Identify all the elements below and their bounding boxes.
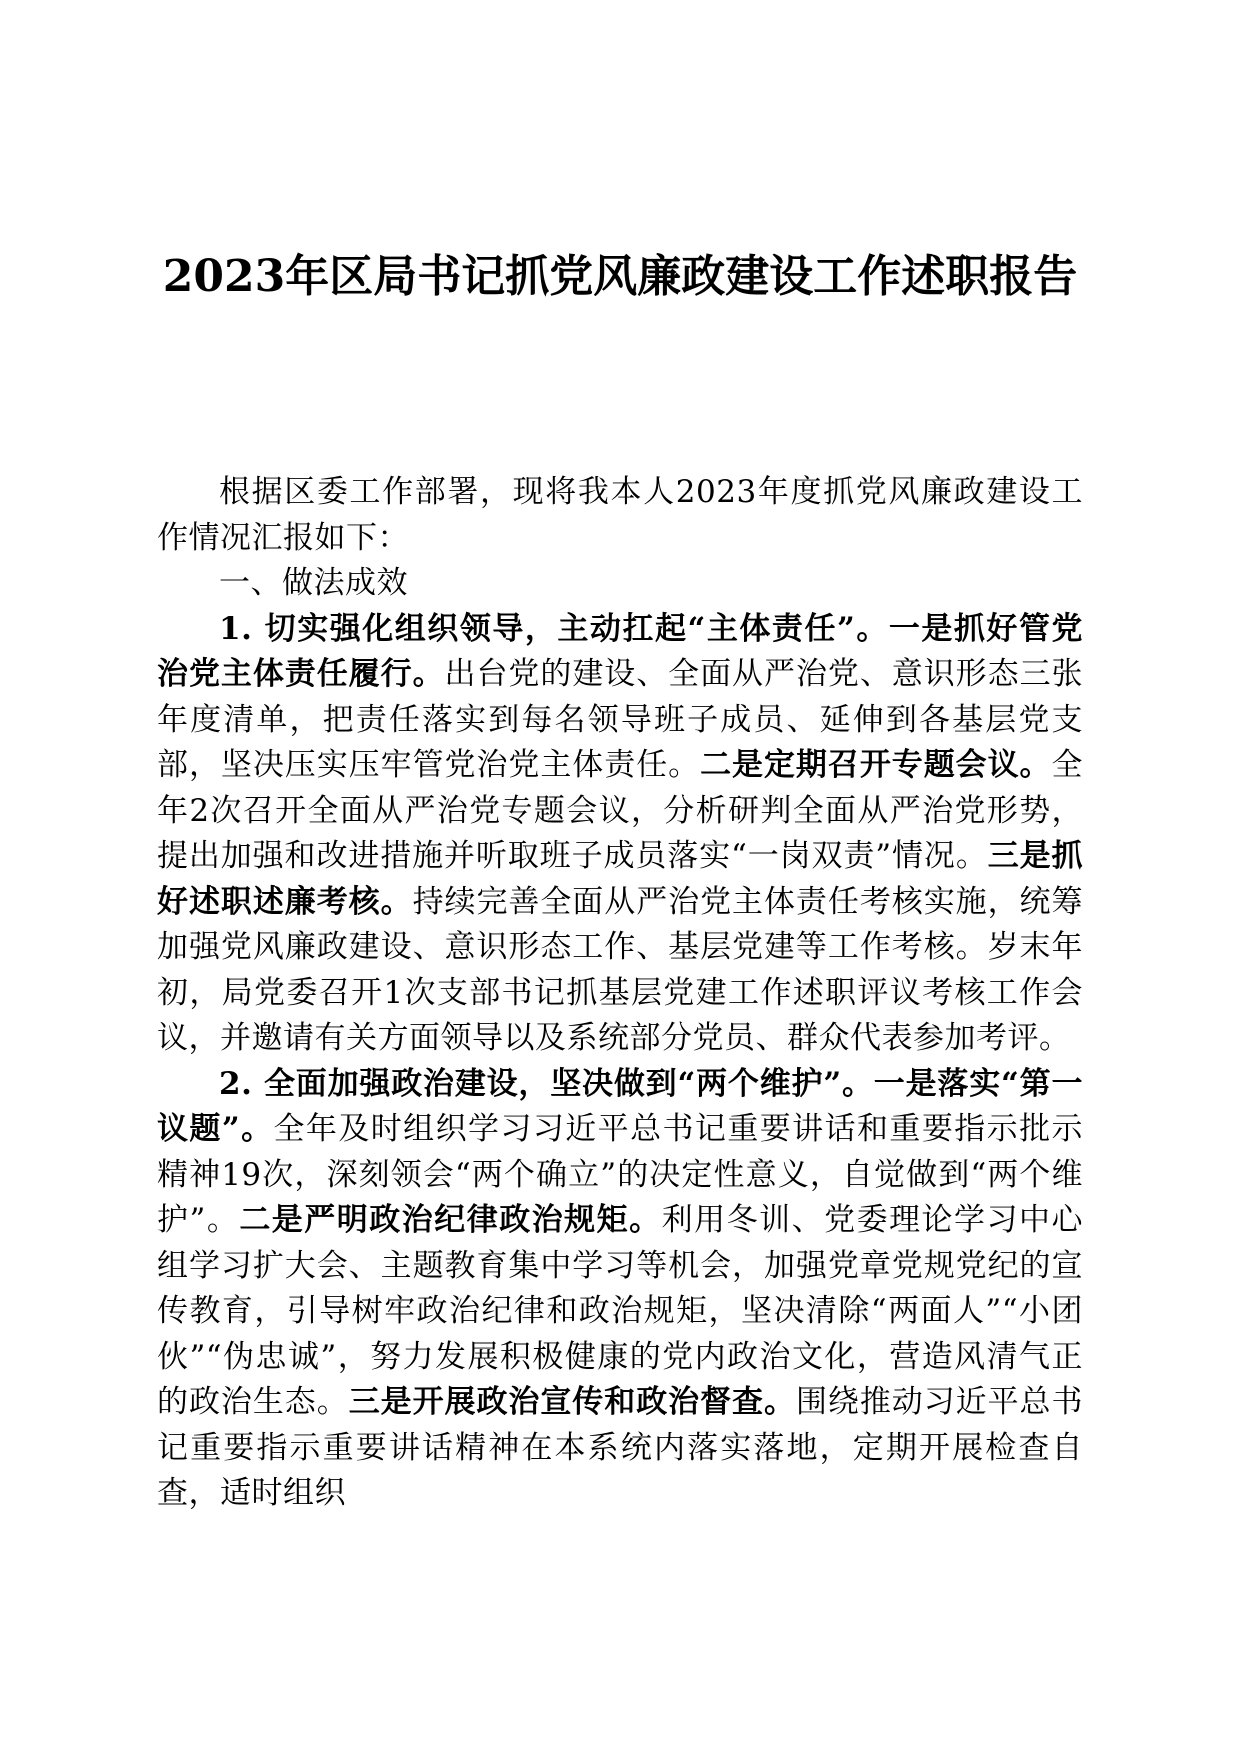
item1-point1-text: 出台党的建设、全面从严治党、意识形态三张年度清单，把责任落实到每名领导班子成员、延伸到各基层党支部，坚决压实压牢管党治党主体责任。 (157, 656, 1084, 783)
item2-point2-text: 利用冬训、党委理论学习中心组学习扩大会、主题教育集中学习等机会，加强党章党规党纪的宣传教育，引导树牢政治纪律和政治规矩，坚决清除“两面人”“小团伙”“伪忠诚”，努力发展积极健康的党内政治文化，营造风清气正的政治生态。 (157, 1202, 1084, 1420)
item2-point2-label: 二是严明政治纪律政治规矩。 (239, 1202, 662, 1238)
item2-point3-label: 三是开展政治宣传和政治督查。 (348, 1384, 796, 1420)
intro-paragraph: 根据区委工作部署，现将我本人2023年度抓党风廉政建设工作情况汇报如下： (157, 474, 1083, 556)
document-body (157, 470, 1083, 1517)
item1-point3-text: 持续完善全面从严治党主体责任考核实施，统筹加强党风廉政建设、意识形态工作、基层党建等工作考核。岁末年初，局党委召开1次支部书记抓基层党建工作述职评议考核工作会议，并邀请有关方面领导以及系统部分党员、群众代表参加考评。 (157, 883, 1084, 1056)
item2-heading: 2. 全面加强政治建设，坚决做到“两个维护”。 (219, 1065, 874, 1102)
document-title: 2023年区局书记抓党风廉政建设工作述职报告 (162, 251, 1078, 302)
item1-point3-label: 三是抓好述职述廉考核。 (157, 838, 1083, 920)
item1-point2-text: 全年2次召开全面从严治党专题会议，分析研判全面从严治党形势，提出加强和改进措施并听取班子成员落实“一岗双责”情况。 (157, 747, 1084, 874)
item1-heading: 1. 切实强化组织领导，主动扛起“主体责任”。 (219, 610, 889, 647)
item2-point1-label: 一是落实“第一议题”。 (157, 1065, 1083, 1147)
item1-point1-label: 一是抓好管党治党主体责任履行。 (157, 610, 1083, 692)
item2-point1-text: 全年及时组织学习习近平总书记重要讲话和重要指示批示精神19次，深刻领会“两个确立”的决定性意义，自觉做到“两个维护”。 (157, 1111, 1083, 1238)
item1-paragraph (157, 607, 1083, 1062)
item2-point3-text: 围绕推动习近平总书记重要指示重要讲话精神在本系统内落实落地，定期开展检查自查，适时组织 (157, 1384, 1084, 1511)
item1-point2-label: 二是定期召开专题会议。 (700, 747, 1052, 783)
item2-paragraph (157, 1062, 1083, 1517)
section-heading: 一、做法成效 (219, 565, 408, 601)
